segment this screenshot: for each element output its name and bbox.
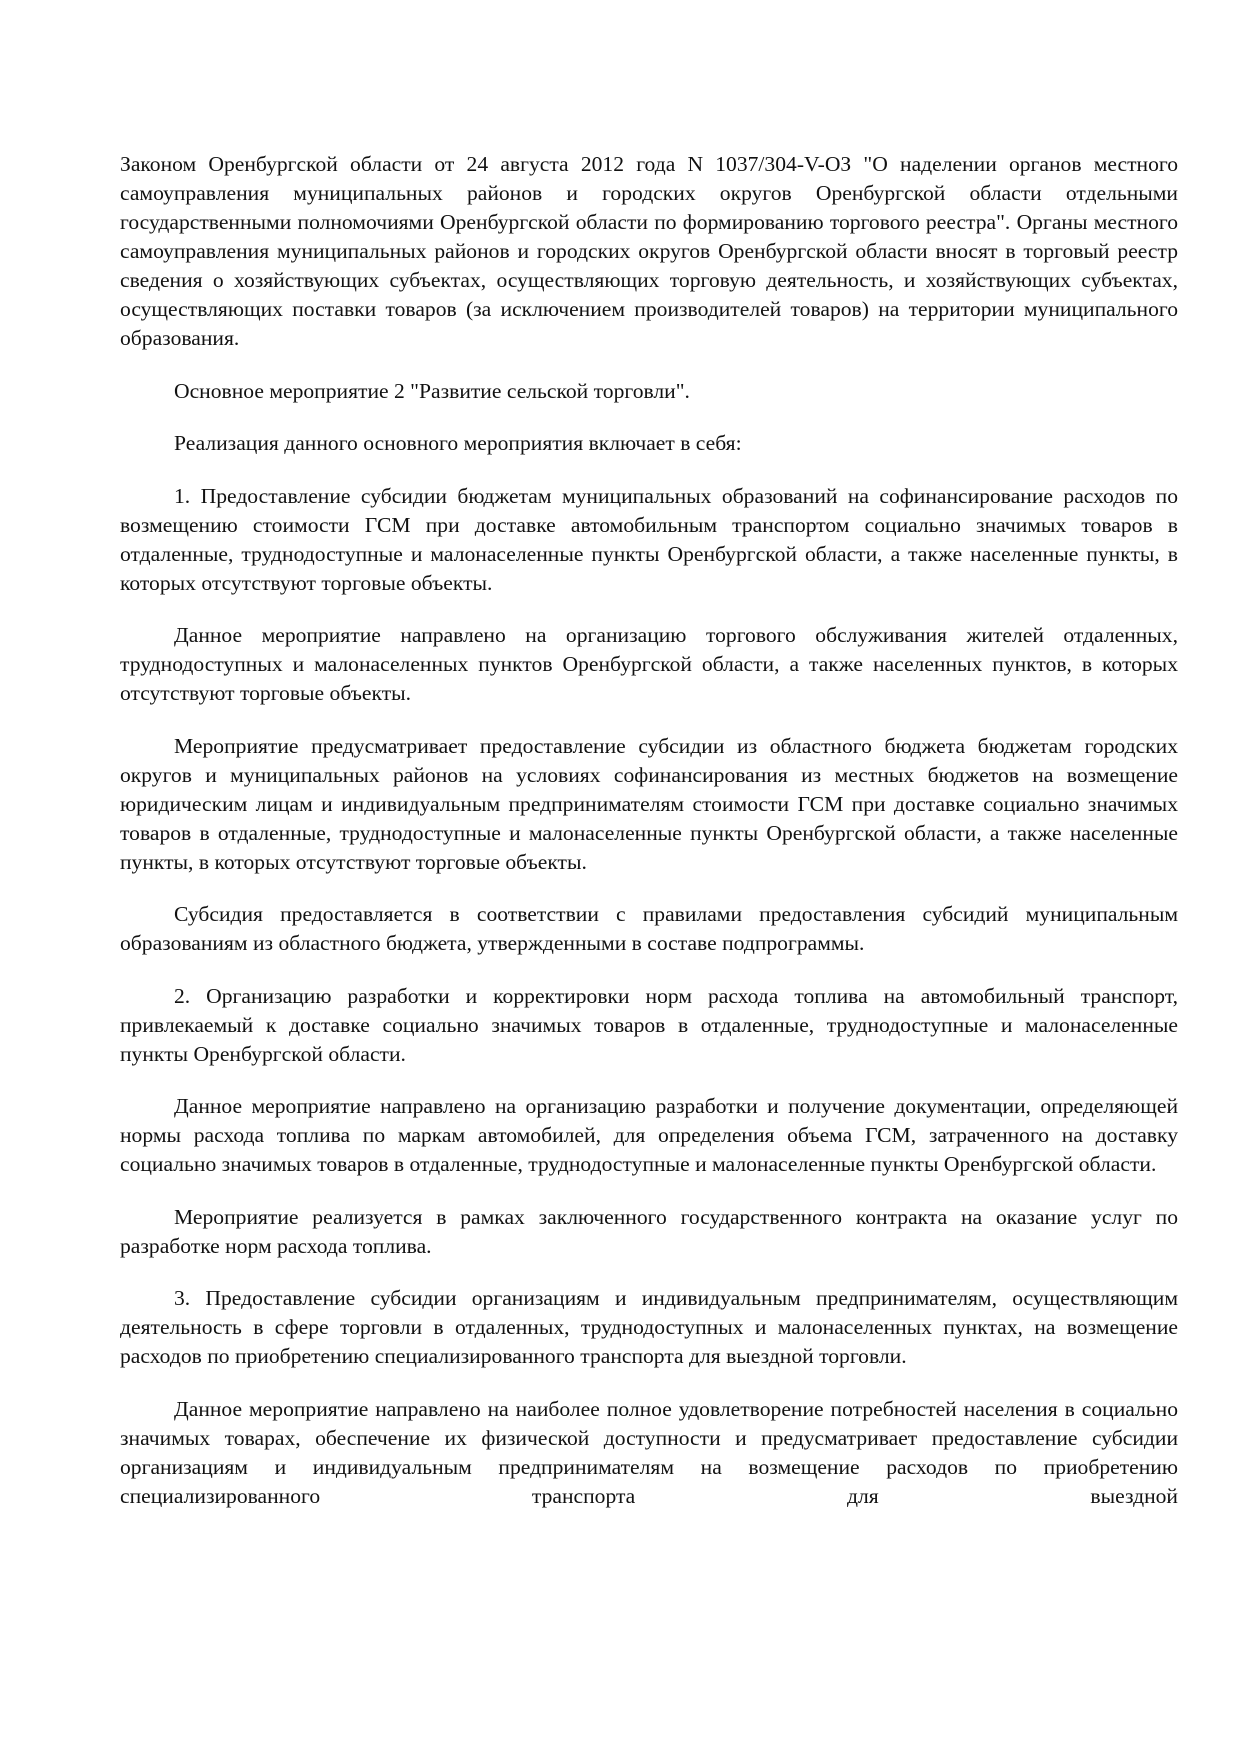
paragraph-item-2-purpose: Данное мероприятие направлено на организацию разработки и получение документации, определяющей нормы расхода топлива по маркам автомобилей, для определения объема ГСМ, затраченного на доставку социально значимых товаров в отдаленные, труднодоступные и малонаселенные пункты Оренбургской области.	[120, 1094, 1178, 1176]
document-page	[120, 150, 1178, 1534]
paragraph-law-reference: Законом Оренбургской области от 24 августа 2012 года N 1037/304-V-ОЗ "О наделении органов местного самоуправления муниципальных районов и городских округов Оренбургской области отдельными государственными полномочиями Оренбургской области по формированию торгового реестра". Органы местного самоуправления муниципальных районов и городских округов Оренбургской области вносят в торговый реестр сведения о хозяйствующих субъектах, осуществляющих торговую деятельность, и хозяйствующих субъектах, осуществляющих поставки товаров (за исключением производителей товаров) на территории муниципального образования.	[120, 152, 1178, 350]
paragraph-implementation-intro: Реализация данного основного мероприятия включает в себя:	[174, 431, 742, 455]
paragraph-item-2: 2. Организацию разработки и корректировки норм расхода топлива на автомобильный транспорт, привлекаемый к доставке социально значимых товаров в отдаленные, труднодоступные и малонаселенные пункты Оренбургской области.	[120, 983, 1178, 1066]
paragraph-item-1: 1. Предоставление субсидии бюджетам муниципальных образований на софинансирование расходов по возмещению стоимости ГСМ при доставке автомобильным транспортом социально значимых товаров в отдаленные, труднодоступные и малонаселенные пункты Оренбургской области, а также населенные пункты, в которых отсутствуют торговые объекты.	[120, 483, 1178, 595]
paragraph-item-1-subsidy: Мероприятие предусматривает предоставление субсидии из областного бюджета бюджетам городских округов и муниципальных районов на условиях софинансирования из местных бюджетов на возмещение юридическим лицам и индивидуальным предпринимателям стоимости ГСМ при доставке социально значимых товаров в отдаленные, труднодоступные и малонаселенные пункты Оренбургской области, а также населенные пункты, в которых отсутствуют торговые объекты.	[120, 733, 1178, 874]
paragraph-main-activity-2: Основное мероприятие 2 "Развитие сельской торговли".	[174, 378, 690, 403]
paragraph-item-3: 3. Предоставление субсидии организациям и индивидуальным предпринимателям, осуществляющим деятельность в сфере торговли в отдаленных, труднодоступных и малонаселенных пунктах, на возмещение расходов по приобретению специализированного транспорта для выездной торговли.	[120, 1286, 1178, 1368]
paragraph-item-1-rules: Субсидия предоставляется в соответствии с правилами предоставления субсидий муниципальным образованиям из областного бюджета, утвержденными в составе подпрограммы.	[120, 902, 1178, 955]
paragraph-item-1-purpose: Данное мероприятие направлено на организацию торгового обслуживания жителей отдаленных, труднодоступных и малонаселенных пунктов Оренбургской области, а также населенных пунктов, в которых отсутствуют торговые объекты.	[120, 623, 1178, 705]
paragraph-item-3-purpose: Данное мероприятие направлено на наиболее полное удовлетворение потребностей населения в социально значимых товарах, обеспечение их физической доступности и предусматривает предоставление субсидии организациям и индивидуальным предпринимателям на возмещение расходов по приобретению специализированного транспорта для выездной	[120, 1396, 1178, 1508]
paragraph-item-2-contract: Мероприятие реализуется в рамках заключенного государственного контракта на оказание услуг по разработке норм расхода топлива.	[120, 1204, 1178, 1258]
